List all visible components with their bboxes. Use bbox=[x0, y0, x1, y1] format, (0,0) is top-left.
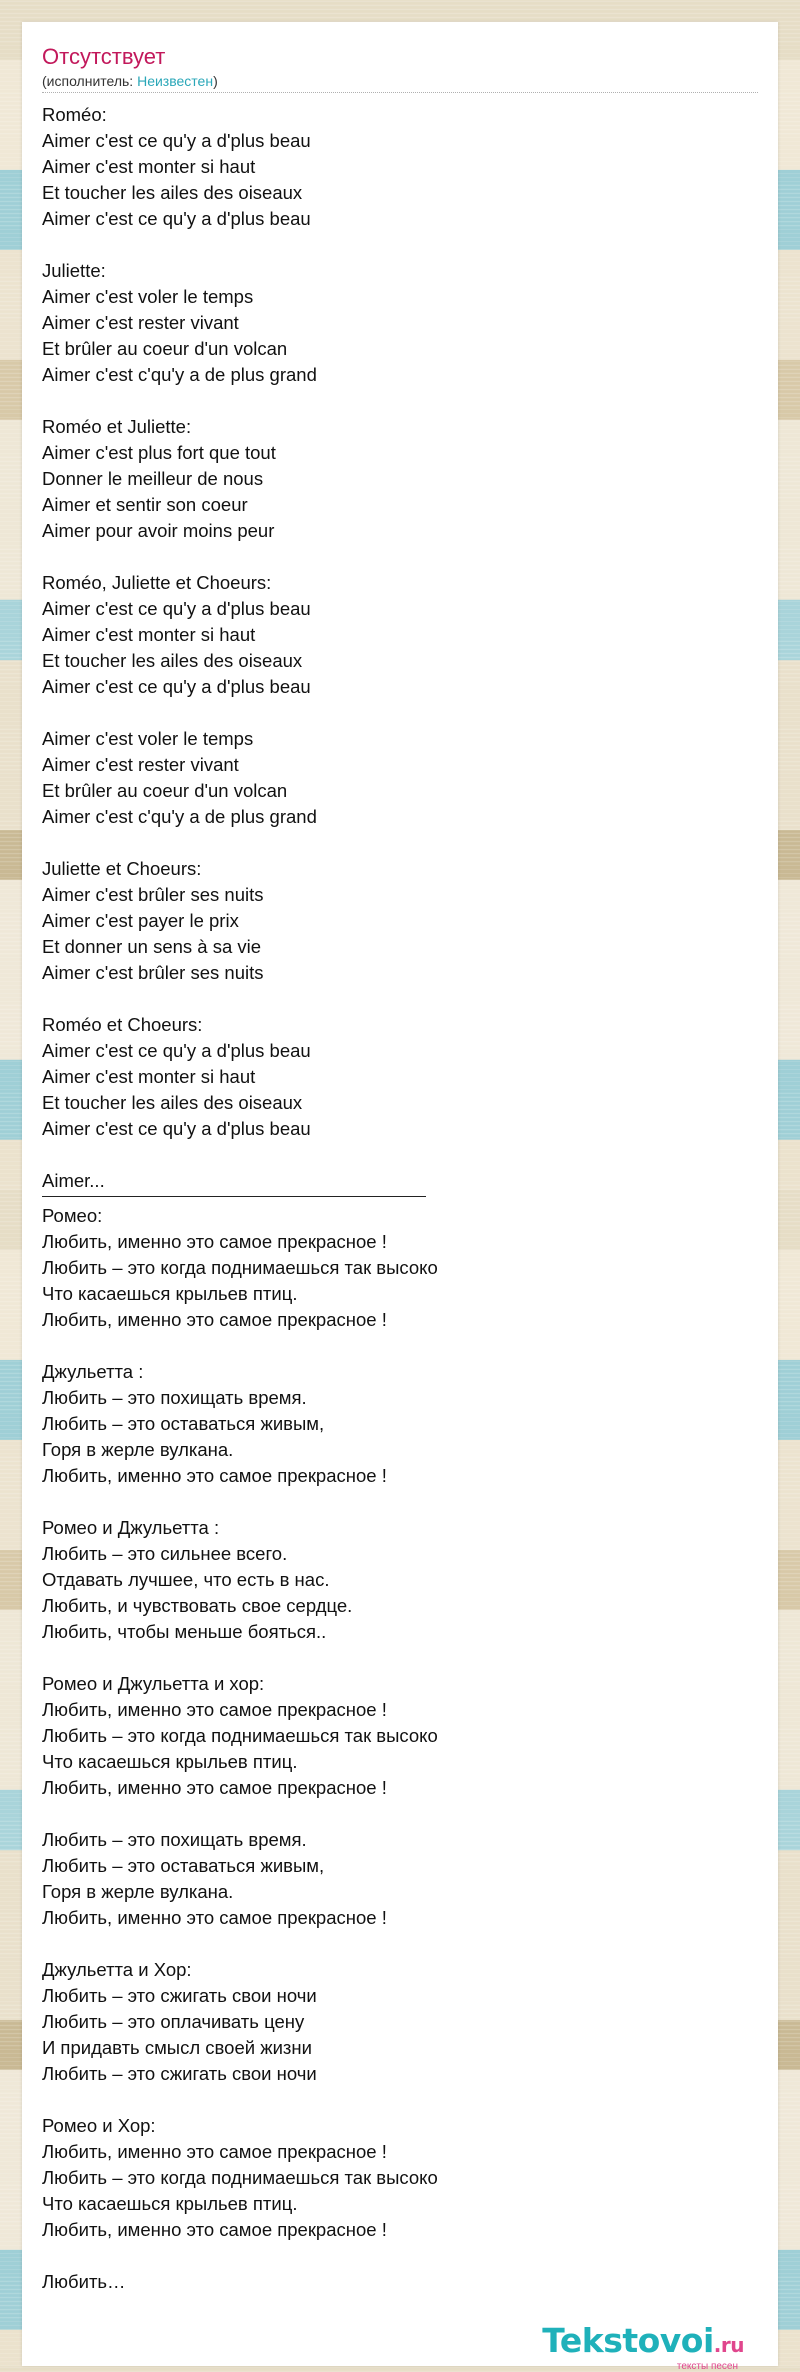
blank-line bbox=[42, 1489, 758, 1515]
lyric-line: Джульетта : bbox=[42, 1361, 144, 1382]
artist-suffix: ) bbox=[213, 73, 218, 89]
blank-line bbox=[42, 1142, 758, 1168]
lyric-line: Et brûler au coeur d'un volcan bbox=[42, 780, 288, 801]
lyric-line: Любить, чтобы меньше бояться.. bbox=[42, 1621, 327, 1642]
lyric-line: Et toucher les ailes des oiseaux bbox=[42, 182, 303, 203]
song-title: Отсутствует bbox=[42, 44, 166, 69]
blank-line bbox=[42, 232, 758, 258]
lyric-line: Любить – это сжигать свои ночи bbox=[42, 1985, 317, 2006]
blank-line bbox=[42, 2243, 758, 2269]
lyric-line: Джульетта и Хор: bbox=[42, 1959, 192, 1980]
lyric-line: Что касаешься крыльев птиц. bbox=[42, 1751, 298, 1772]
lyric-line: Aimer c'est ce qu'y a d'plus beau bbox=[42, 130, 311, 151]
lyric-line: Любить, именно это самое прекрасное ! bbox=[42, 1309, 387, 1330]
lyric-line: Что касаешься крыльев птиц. bbox=[42, 1283, 298, 1304]
artist-prefix: (исполнитель: bbox=[42, 73, 134, 89]
logo-wordmark bbox=[542, 2323, 744, 2363]
artist-line bbox=[42, 72, 218, 90]
lyric-line: Aimer c'est brûler ses nuits bbox=[42, 962, 264, 983]
lyric-line: Любить – это когда поднимаешься так высоко bbox=[42, 1725, 438, 1746]
lyric-line: Aimer... bbox=[42, 1170, 105, 1191]
lyric-line: Et brûler au coeur d'un volcan bbox=[42, 338, 288, 359]
lyric-line: Et toucher les ailes des oiseaux bbox=[42, 1092, 303, 1113]
lyric-line: Roméo, Juliette et Choeurs: bbox=[42, 572, 272, 593]
lyric-line: Любить – это когда поднимаешься так высоко bbox=[42, 1257, 438, 1278]
lyric-line: Ромео и Джульетта : bbox=[42, 1517, 220, 1538]
lyric-line: Любить, именно это самое прекрасное ! bbox=[42, 1465, 387, 1486]
lyric-line: Aimer c'est c'qu'y a de plus grand bbox=[42, 364, 317, 385]
lyric-line: Roméo et Juliette: bbox=[42, 416, 192, 437]
lyric-line: Любить, именно это самое прекрасное ! bbox=[42, 1699, 387, 1720]
lyric-line: Любить – это оплачивать цену bbox=[42, 2011, 305, 2032]
site-logo[interactable] bbox=[542, 2323, 744, 2372]
blank-line bbox=[42, 1801, 758, 1827]
lyric-line: Ромео: bbox=[42, 1205, 103, 1226]
lyric-line: Aimer c'est voler le temps bbox=[42, 728, 254, 749]
lyric-line: Juliette et Choeurs: bbox=[42, 858, 202, 879]
lyric-line: Любить… bbox=[42, 2271, 126, 2292]
lyric-line: Roméo: bbox=[42, 104, 107, 125]
lyric-line: Любить, именно это самое прекрасное ! bbox=[42, 2219, 387, 2240]
lyric-line: Roméo et Choeurs: bbox=[42, 1014, 203, 1035]
lyric-line: Ромео и Джульетта и хор: bbox=[42, 1673, 265, 1694]
lyric-line: Juliette: bbox=[42, 260, 106, 281]
lyric-line: Отдавать лучшее, что есть в нас. bbox=[42, 1569, 330, 1590]
lyric-line: Aimer c'est rester vivant bbox=[42, 312, 239, 333]
blank-line bbox=[42, 830, 758, 856]
blank-line bbox=[42, 1931, 758, 1957]
blank-line bbox=[42, 2087, 758, 2113]
lyric-line: Любить – это оставаться живым, bbox=[42, 1855, 325, 1876]
lyric-line: Aimer c'est monter si haut bbox=[42, 624, 256, 645]
lyrics-card bbox=[22, 22, 778, 2372]
title-divider bbox=[42, 92, 758, 93]
lyric-line: Горя в жерле вулкана. bbox=[42, 1439, 234, 1460]
lyric-line: Aimer c'est voler le temps bbox=[42, 286, 254, 307]
blank-line bbox=[42, 544, 758, 570]
translation-separator bbox=[42, 1196, 426, 1197]
lyric-line: Что касаешься крыльев птиц. bbox=[42, 2193, 298, 2214]
lyric-line: Aimer c'est ce qu'y a d'plus beau bbox=[42, 208, 311, 229]
lyric-line: Любить, и чувствовать свое сердце. bbox=[42, 1595, 353, 1616]
logo-tagline: тексты песен bbox=[676, 2361, 738, 2372]
lyric-line: Aimer pour avoir moins peur bbox=[42, 520, 275, 541]
lyric-line: Любить, именно это самое прекрасное ! bbox=[42, 1231, 387, 1252]
lyrics-original bbox=[42, 102, 758, 1194]
lyric-line: Aimer c'est c'qu'y a de plus grand bbox=[42, 806, 317, 827]
lyric-line: Aimer c'est ce qu'y a d'plus beau bbox=[42, 1118, 311, 1139]
lyric-line: Aimer c'est payer le prix bbox=[42, 910, 239, 931]
lyric-line: Aimer c'est plus fort que tout bbox=[42, 442, 276, 463]
logo-name: Tekstovoi bbox=[542, 2321, 714, 2360]
lyric-line: Любить – это похищать время. bbox=[42, 1829, 307, 1850]
lyric-line: Aimer c'est monter si haut bbox=[42, 1066, 256, 1087]
lyric-line: Любить, именно это самое прекрасное ! bbox=[42, 2141, 387, 2162]
lyric-line: Donner le meilleur de nous bbox=[42, 468, 264, 489]
lyric-line: Любить – это сжигать свои ночи bbox=[42, 2063, 317, 2084]
lyric-line: Aimer c'est rester vivant bbox=[42, 754, 239, 775]
lyric-line: Aimer c'est ce qu'y a d'plus beau bbox=[42, 1040, 311, 1061]
lyric-line: Горя в жерле вулкана. bbox=[42, 1881, 234, 1902]
blank-line bbox=[42, 1645, 758, 1671]
lyrics-translation bbox=[42, 1203, 758, 2295]
lyric-line: Aimer c'est ce qu'y a d'plus beau bbox=[42, 598, 311, 619]
lyric-line: Aimer et sentir son coeur bbox=[42, 494, 248, 515]
lyric-line: Ромео и Хор: bbox=[42, 2115, 156, 2136]
lyric-line: Aimer c'est ce qu'y a d'plus beau bbox=[42, 676, 311, 697]
lyric-line: И придавть смысл своей жизни bbox=[42, 2037, 312, 2058]
lyric-line: Aimer c'est monter si haut bbox=[42, 156, 256, 177]
blank-line bbox=[42, 388, 758, 414]
lyric-line: Любить, именно это самое прекрасное ! bbox=[42, 1907, 387, 1928]
lyric-line: Et donner un sens à sa vie bbox=[42, 936, 262, 957]
blank-line bbox=[42, 986, 758, 1012]
artist-link[interactable]: Неизвестен bbox=[137, 73, 214, 89]
blank-line bbox=[42, 1333, 758, 1359]
lyric-line: Aimer c'est brûler ses nuits bbox=[42, 884, 264, 905]
lyric-line: Любить – это оставаться живым, bbox=[42, 1413, 325, 1434]
lyric-line: Любить – это когда поднимаешься так высоко bbox=[42, 2167, 438, 2188]
lyric-line: Et toucher les ailes des oiseaux bbox=[42, 650, 303, 671]
blank-line bbox=[42, 700, 758, 726]
logo-domain: .ru bbox=[713, 2333, 744, 2357]
lyric-line: Любить, именно это самое прекрасное ! bbox=[42, 1777, 387, 1798]
lyrics-body bbox=[42, 102, 758, 2295]
lyric-line: Любить – это похищать время. bbox=[42, 1387, 307, 1408]
lyric-line: Любить – это сильнее всего. bbox=[42, 1543, 288, 1564]
